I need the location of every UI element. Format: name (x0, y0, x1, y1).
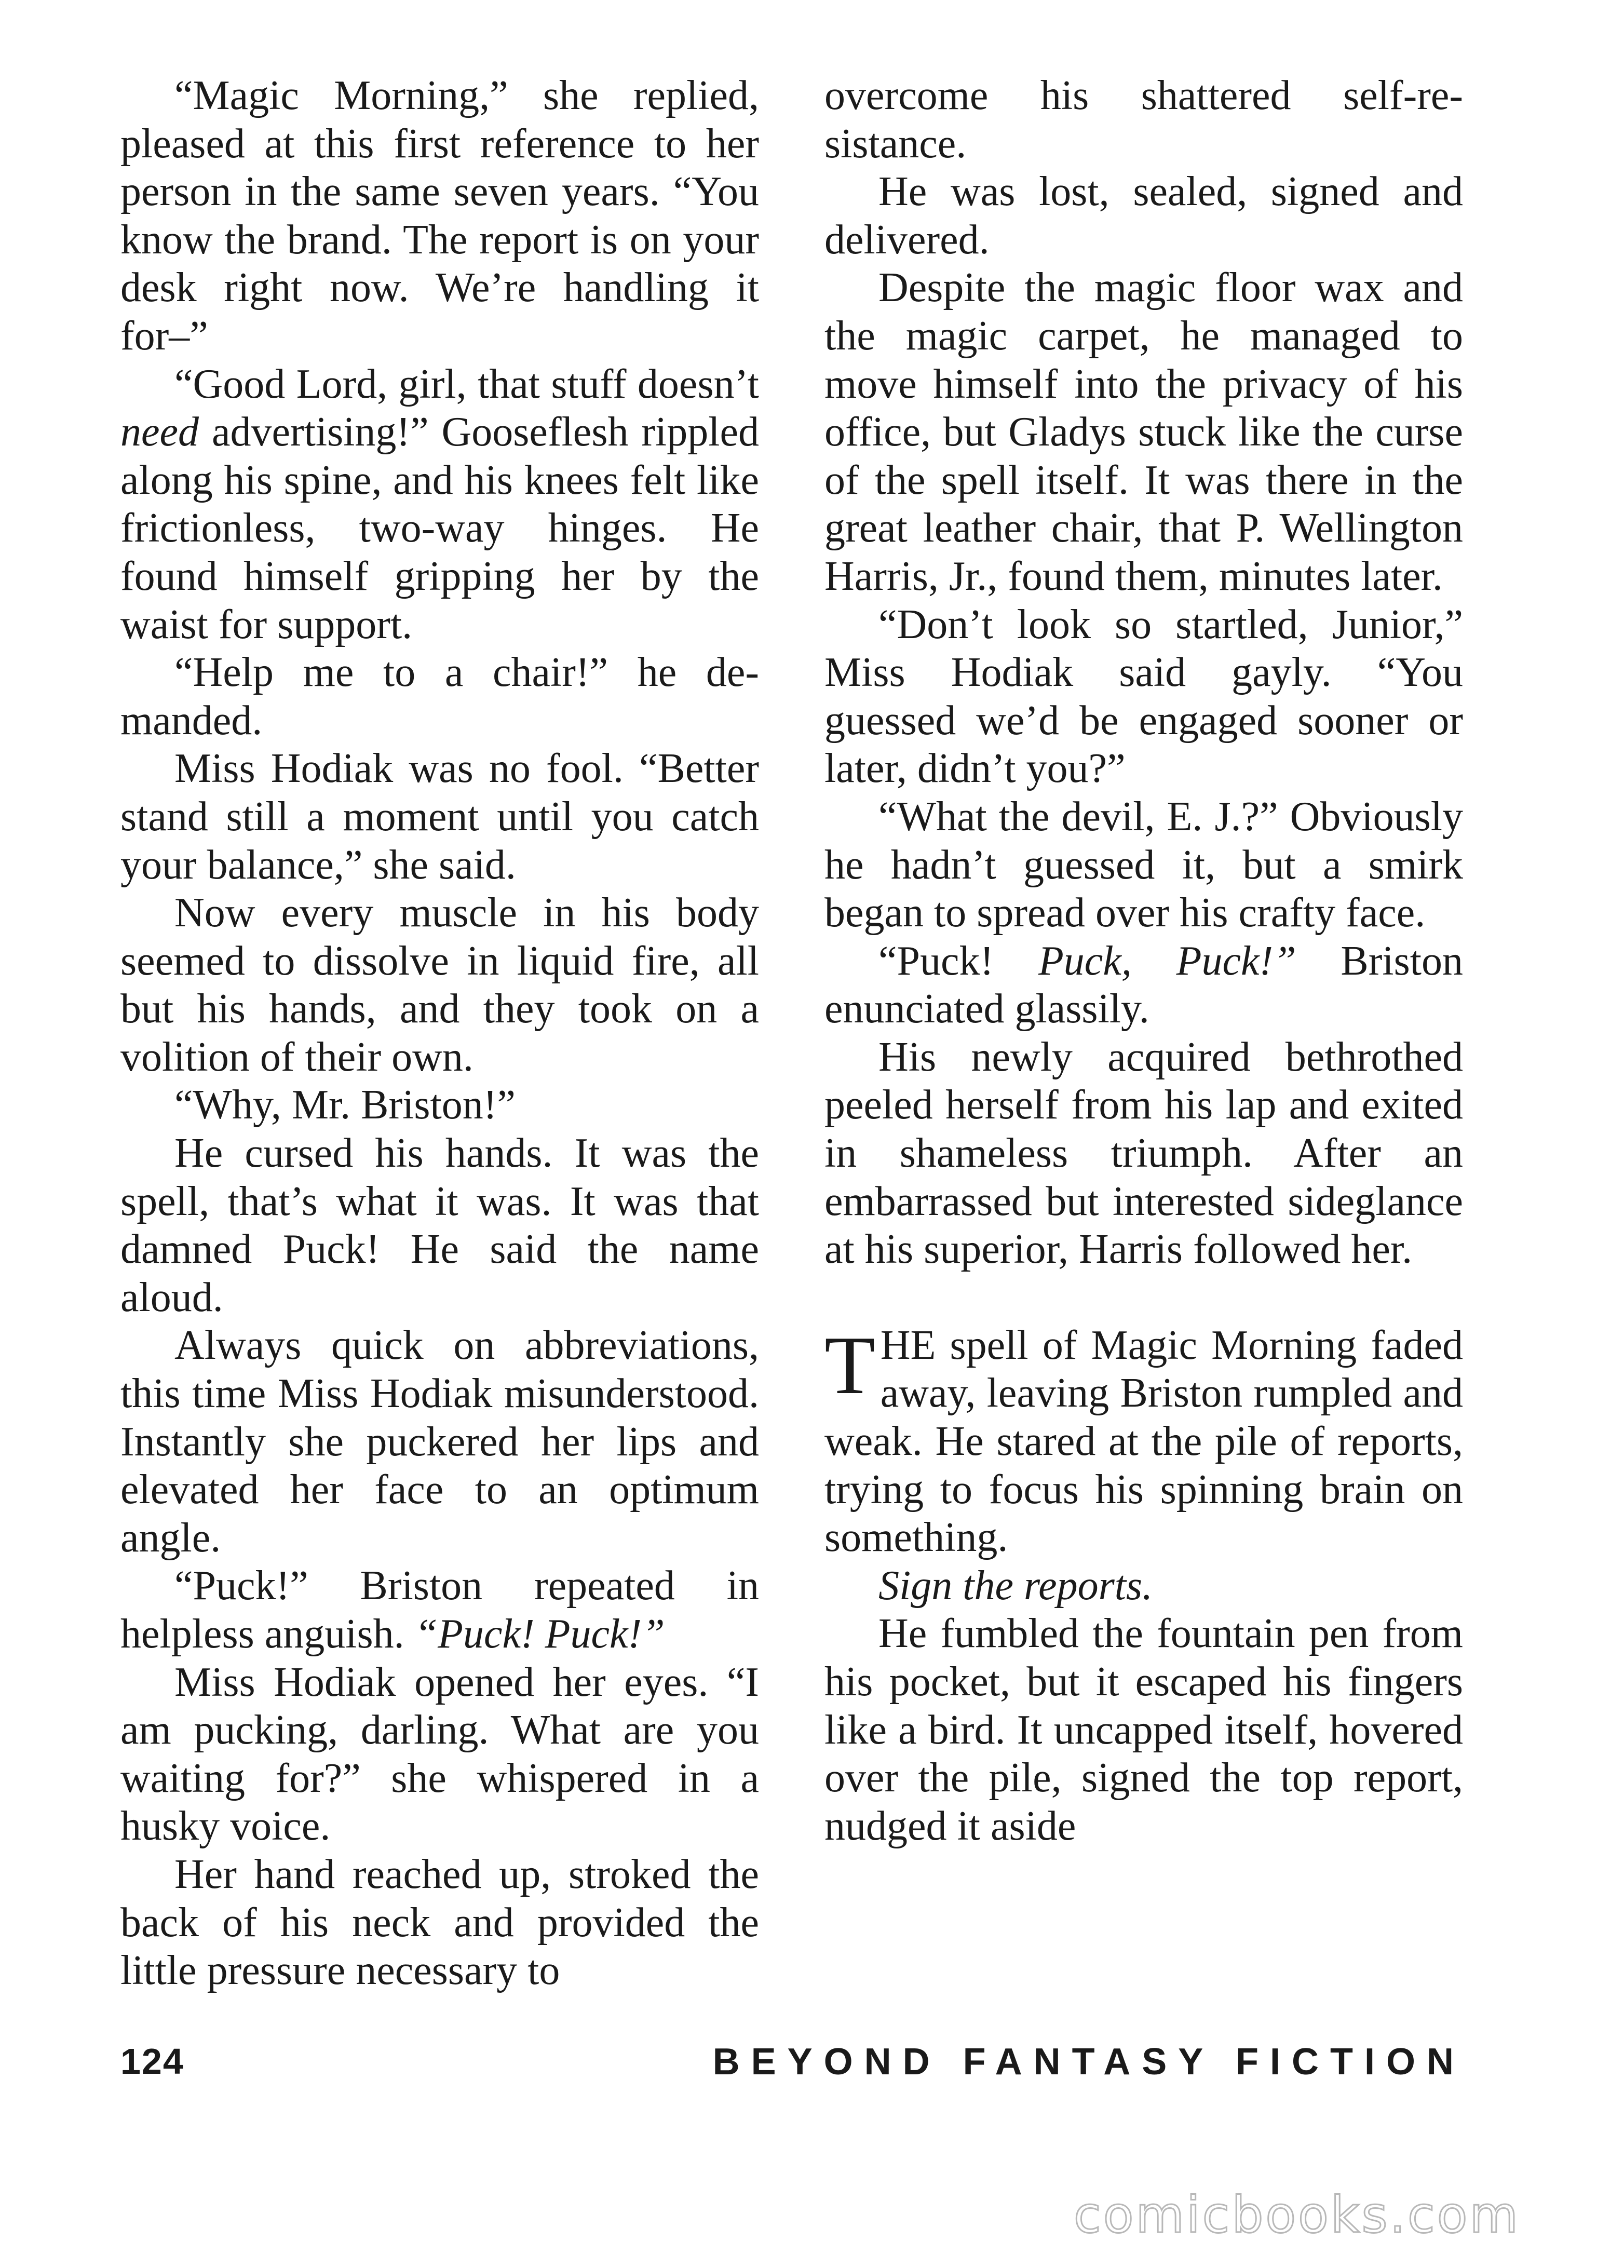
paragraph (824, 793, 1463, 937)
paragraph-text: Miss Hodiak opened her eyes. “I am pucking, darling. What are you waiting for?” she whispered in a husky voice. (120, 1659, 759, 1850)
paragraph-text: “Puck!” Briston repeated in helpless anguish. (120, 1563, 759, 1657)
paragraph-text: “What the devil, E. J.?” Obviously he hadn’t guessed it, but a smirk began to spread over his crafty face. (824, 793, 1463, 936)
paragraph-text: Despite the magic floor wax and the magic carpet, he managed to move himself into the privacy of his office, but Gladys stuck like the curse of the spell itself. It was there in the great leather chair, that P. Wellington Harris, Jr., found them, minutes later. (824, 265, 1463, 599)
paragraph (120, 1851, 759, 1995)
watermark-logo: comicbooks.com (1073, 2186, 1520, 2244)
paragraph-text: advertising!” Gooseflesh rippled along his spine, and his knees felt like frictionless, two-way hinges. He found himself gripping her by the waist for support. (120, 409, 759, 647)
page-footer (120, 2041, 1465, 2087)
paragraph-text: “Help me to a chair!” he demanded. (120, 650, 759, 744)
emphasis-text: Sign the reports. (878, 1562, 1153, 1609)
paragraph (824, 1033, 1463, 1274)
paragraph (824, 1610, 1463, 1850)
paragraph-text: “Magic Morning,” she replied, pleased at this first reference to her person in the same seven years. “You know the brand. The report is on your desk right now. We’re handling it for–” (120, 73, 759, 359)
paragraph-text: “Puck! (878, 938, 1038, 984)
text-column-left (120, 72, 759, 1995)
paragraph-continued (824, 72, 1463, 168)
paragraph (120, 1129, 759, 1321)
paragraph-text: Always quick on abbreviations, this time Miss Hodiak misunderstood. Instantly she puckered her lips and elevated her face to an optimum angle. (120, 1322, 759, 1561)
paragraph (824, 937, 1463, 1033)
paragraph-text: He fumbled the fountain pen from his pocket, but it escaped his fingers like a bird. It uncapped itself, hovered over the pile, signed the top report, nudged it aside (824, 1611, 1463, 1849)
paragraph (120, 889, 759, 1081)
paragraph-text: “Don’t look so startled, Junior,” Miss Hodiak said gayly. “You guessed we’d be engaged sooner or later, didn’t you?” (824, 601, 1463, 792)
paragraph (120, 745, 759, 889)
paragraph-text: Now every muscle in his body seemed to dissolve in liquid fire, all but his hands, and they took on a volition of their own. (120, 890, 759, 1080)
emphasis-text: “Puck! Puck!” (414, 1611, 665, 1657)
paragraph-text: HE spell of Magic Morning faded away, leaving Briston rumpled and weak. He stared at the pile of reports, trying to focus his spinning brain on something. (824, 1322, 1463, 1561)
paragraph (120, 1321, 759, 1562)
emphasis-text: Puck, Puck!” (1038, 938, 1296, 984)
section-opening-paragraph (824, 1318, 1463, 1562)
text-column-right (824, 72, 1463, 1850)
paragraph (120, 1081, 759, 1129)
paragraph-text: overcome his shattered self-resistance. (824, 73, 1463, 167)
paragraph (120, 72, 759, 360)
paragraph-text: He was lost, sealed, signed and delivered. (824, 169, 1463, 263)
page-number: 124 (120, 2041, 184, 2082)
paragraph-text: “Why, Mr. Briston!” (174, 1082, 516, 1128)
paragraph-text: Her hand reached up, stroked the back of his neck and provided the little pressure necessary to (120, 1851, 759, 1994)
paragraph (120, 649, 759, 745)
paragraph-text: His newly acquired bethrothed peeled herself from his lap and exited in shameless triumph. After an embarrassed but interested sideglance at his superior, Harris followed her. (824, 1034, 1463, 1273)
paragraph-text: Miss Hodiak was no fool. “Better stand still a moment until you catch your balance,” she said. (120, 746, 759, 888)
drop-cap-letter: T (824, 1318, 875, 1411)
paragraph-text: Briston enunciated glassily. (824, 938, 1463, 1032)
paragraph-text: “Good Lord, girl, that stuff doesn’t (174, 361, 759, 407)
paragraph-text: He cursed his hands. It was the spell, that’s what it was. It was that damned Puck! He said the name aloud. (120, 1130, 759, 1320)
paragraph (120, 360, 759, 649)
emphasis-text: need (120, 409, 199, 455)
paragraph (824, 264, 1463, 600)
running-title: BEYOND FANTASY FICTION (712, 2041, 1465, 2083)
paragraph (824, 168, 1463, 264)
paragraph (824, 601, 1463, 793)
paragraph (120, 1658, 759, 1851)
paragraph (824, 1562, 1463, 1610)
paragraph (120, 1562, 759, 1658)
